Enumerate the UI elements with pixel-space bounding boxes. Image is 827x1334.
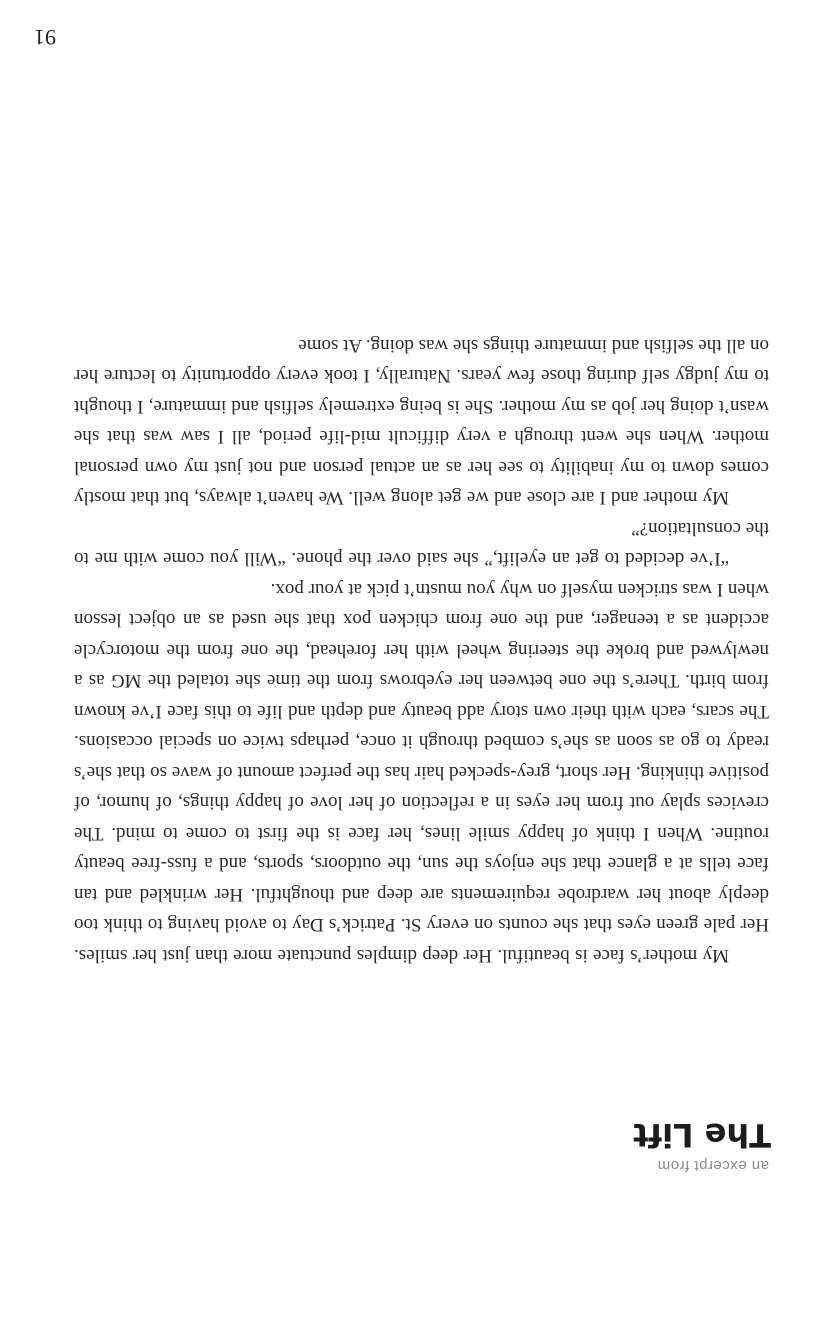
chapter-title: The Lift xyxy=(632,1116,771,1154)
paragraph: “I’ve decided to get an eyelift,” she said over the phone. “Will you come with me to the consultation?” xyxy=(74,518,769,570)
body-text xyxy=(74,330,769,971)
excerpt-label: an excerpt from xyxy=(657,1157,769,1174)
page-number: 91 xyxy=(34,25,56,50)
paragraph: My mother and I are close and we get along well. We haven’t always, but that mostly comes down to my inability to see her as an actual person and not just my own personal mother. When she went through a very difficult mid-life period, all I saw was that she wasn’t doing her job as my mother. She is being extremely selfish and immature, I thought to my judgy self during those few years. Naturally, I took every opportunity to lecture her on all the selfish and immature things she was doing. At some xyxy=(74,335,769,509)
paragraph: My mother’s face is beautiful. Her deep dimples punctuate more than just her smiles. Her pale green eyes that she counts on every St. Patrick’s Day to avoid having to think too deeply about her wardrobe requirements are deep and thoughtful. Her wrinkled and tan face tells at a glance that she enjoys the sun, the outdoors, sports, and a fuss-free beauty routine. When I think of happy smile lines, her face is the first to come to mind. The crevices splay out from her eyes in a reflection of her love of happy things, of humor, of positive thinking. Her short, grey-specked hair has the perfect amount of wave so that she’s ready to go as soon as she’s combed through it once, perhaps twice on special occasions. The scars, each with their own story add beauty and depth and life to this face I’ve known from birth. There’s the one between her eyebrows from the time she totaled the MG as a newlywed and broke the steering wheel with her forehead, the one from the motorcycle accident as a teenager, and the one from chicken pox that she used as an object lesson when I was stricken myself on why you mustn’t pick at your pox. xyxy=(74,579,769,966)
